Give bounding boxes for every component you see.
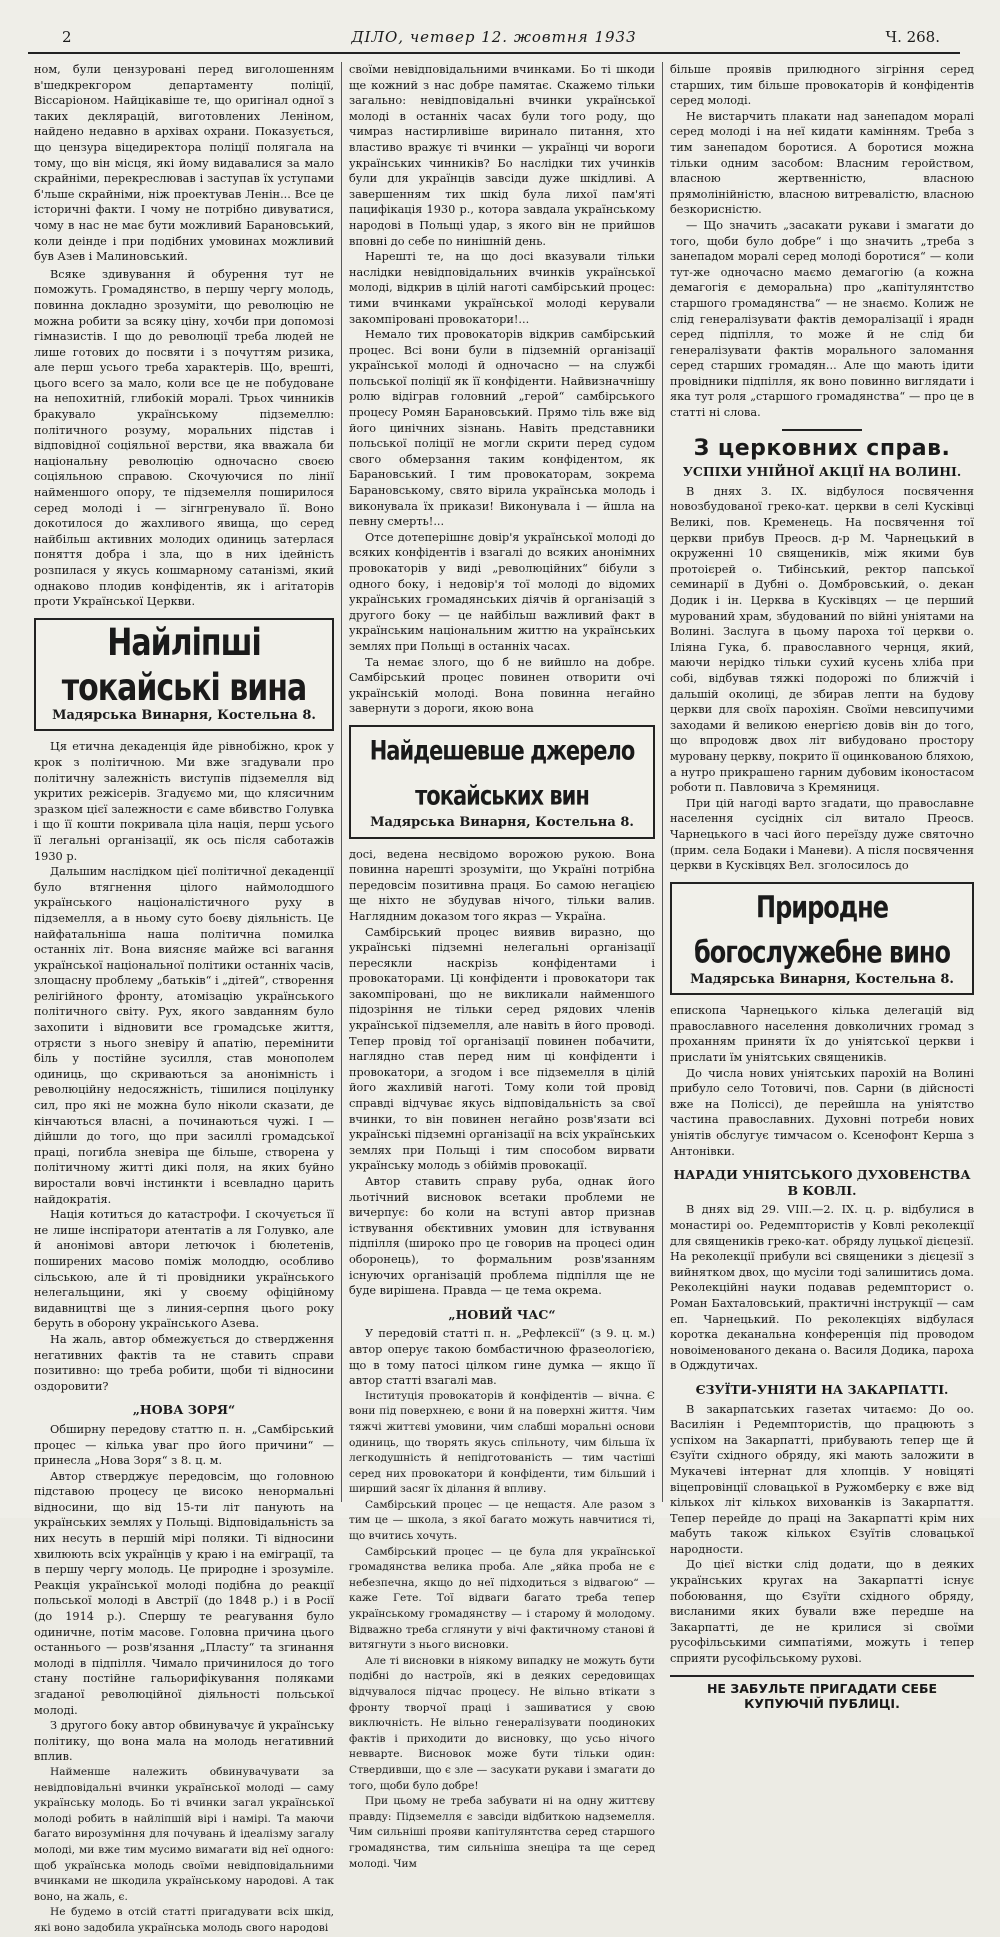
ad-cheapest-tokaj [349, 725, 655, 839]
paragraph: В закарпатських газетах читаємо: До оо. Василіян і Редемптористів, що працюють з успіхом на Закарпатті, прибувають тепер ще й Єзуїти східного обряду, які мають заложити в Мукачеві інтернат для хлопців. У новіцяті віцепровінції словацької в Ружомберку є вже від кількох літ кількох вихованків із Закарпаття. Тепер перейде до праці на Закарпатті крім них мабуть також кількох Єзуїтів словацької народности. [670, 1402, 974, 1556]
paragraph: Самбірський процес — це нещастя. Але разом з тим це — школа, з якої багато можуть навчитися ті, що вчитись хочуть. [349, 1498, 655, 1543]
paragraph: До числа нових уніятських парохій на Волині прибуло село Тотовичі, пов. Сарни (в дійсності вже на Поліссі), де перейшла на уніятство частина православних. Духовні потреби нових уніятів обслугує тимчасом о. Ксенофонт Керша з Антонівки. [670, 1066, 974, 1158]
paragraph: Отсе дотеперішнє довір'я української молоді до всяких конфідентів і взагалі до всяких анонімних провокаторів у виді „революційних“ бібули з одного боку, і недовір'я тої молоді до відомих українських громадянських діячів й організацій з другого боку — це найбільш важливий факт в українським національним життю на українських землях при Польщі в останніх часах. [349, 530, 655, 653]
paragraph: Не вистарчить плакати над занепадом моралі серед молоді і на неї кидати камінням. Треба з тим занепадом боротися. А боротися можна тільки одним засобом: Власним геройством, власною жертвенністю, власною прямолінійністю, власною витревалістю, власною безкорисністю. [670, 109, 974, 217]
page-header [28, 26, 960, 54]
issue-number: Ч. 268. [885, 28, 940, 46]
paragraph: ном, були цензуровані перед виголошенням в'шедкрекгором департаменту поліції, Віссаріоном. Найцікавіше те, що оригінал одної з таких деклярацій, виготовлених Леніном, найдено недавно в архівах охрани. Показується, що цензура віцедиректора поліції полягала на тому, що він місця, які йому видавалися за мало скрайніми, перекреслював і заступав їх уступами б'льше скрайніми, ніж проектував Ленін... Все це історичні факти. І чому не потрібно дивуватися, чому в нас не має бути можливий Барановський, коли деінде і при подібних умовинах можливий був Азев і Малиновський. [34, 63, 334, 264]
column-1 [34, 62, 334, 1934]
paragraph: Самбірський процес — це була для української громадянства велика проба. Але „яйка проба не є небезпечна, якщо до неї підходиться з відвагою“ — каже Гете. Тої відваги багато треба тепер українському громадянству — і старому й молодому. Відважно треба сглянути у вічі фактичному станові й витягнути з нього висновки. [349, 1545, 655, 1652]
paragraph: Автор стверджує передовсім, що головною підставою процесу це високо ненормальні відносини, що від 15-ти літ панують на українських землях у Польщі. Відповідальність за них несуть в першій мірі поляки. Ті відносини хвилюють всіх українців у краю і на еміграції, та в першу чергу молодь. Це природне і зрозуміле. Реакція української молоді подібна до реакції польської молоді в Австрії (до 1848 р.) і в Росії (до 1914 р.). Спершу те реагування було одиничне, потім масове. Головна причина цього останнього — розв'язання „Пласту“ та згинання молоді в підпілля. Чимало причинилося до того стану постійне гальорифікування поляками згаданої революційної діяльності польської молоді. [34, 1469, 334, 1717]
subsection-heading-kovel: НАРАДИ УНІЯТСЬКОГО ДУХОВЕНСТВА В КОВЛІ. [673, 1167, 971, 1198]
page-number: 2 [62, 28, 72, 46]
paragraph: При цій нагоді варто згадати, що православне населення сусідніх сіл витало Преосв. Чарнецького в часі його переїзду дуже святочно (прим. села Бодаки і Маневи). А після посвячення церкви в Кусківцях Вел. зголосилось до [670, 796, 974, 873]
paragraph: епископа Чарнецького кілька делегацій від православного населення довколичних громад з проханням приняти їх до уніятської церкви і прислати їм уніятських священиків. [670, 1004, 974, 1065]
ad-subtitle: Мадярська Винарня, Костельна 8. [690, 971, 954, 987]
ad-sacramental-wine [670, 882, 974, 996]
section-heading-nova-zorya: „НОВА ЗОРЯ“ [132, 1402, 236, 1418]
paragraph: Нація котиться до катастрофи. І скочується її не лише інспіратори атентатів а ля Голувко, але й анонімові автори летючок і бюлетенів, поширених масово поміж молоддю, особливо сільською, але й ті провідники українського нелегальщини, які у своєму офіційному видавництві ще з линия-серпня цього року беруть в оборону українського Азева. [34, 1208, 334, 1331]
footer-notice: НЕ ЗАБУЛЬТЕ ПРИГАДАТИ СЕБЕ КУПУЮЧІЙ ПУБЛИЦІ. [670, 1675, 974, 1712]
paragraph: — Що значить „засакати рукави і змагати до того, щоби було добре“ і що значить „треба з занепадом моралі серед молоді боротися“ — коли тут-же одночасно маємо демагогію (а кожна демагогія є деморальна) про „капітулянтство старшого громадянства“ — не знаємо. Колиж не слід генералізувати фактів деморалізації і ярадн серед підпілля, то може й не слід би генералізувати фактів морального заломання серед старших громадян... Але що мають ідити провідники підпілля, як воно повинно виглядати і яка тут роля „старшого громадянства“ — про це в статті ні слова. [670, 218, 974, 420]
paragraph: У передовій статті п. н. „Рефлексії“ (з 9. ц. м.) автор оперує такою бомбастичною фразеологією, що в тому патосі цілком гине думка — якщо її автор статті взагалі мав. [349, 1327, 655, 1388]
paragraph: Обширну передову статтю п. н. „Самбірський процес — кілька уваг про його причини“ — принесла „Нова Зоря“ з 8. ц. м. [34, 1422, 334, 1468]
column-rule [662, 62, 663, 1502]
section-heading-novyi-chas: „НОВИЙ ЧАС“ [448, 1306, 556, 1322]
paragraph: досі, ведена несвідомо ворожою рукою. Вона повинна нарешті зрозуміти, що Україні потрібна передовсім позитивна праця. Бо самою негацією ще ніхто не збудував нічого, тільки валив. Наглядним доказом того якраз — Україна. [349, 847, 655, 923]
paragraph: Всяке здивування й обурення тут не поможуть. Громадянство, в першу чергу молодь, повинна докладно зрозуміти, що революцію не можна робити за всяку ціну, хочби при допомозі гімназистів. І що до революції треба людей не лише готових до посвяти і з почуттям ризика, але перш усього треба характерів. Що, врешті, цього всего за мало, коли все це не побудоване на непохитній, глибокій моралі. Трьох чинників бракувало українському підземеллю: політичного розуму, моральних підстав і відповідної соціяльної верстви, яка вважала би національну революцію одночасно своєю соціяльною справою. Скочуючися по лінії найменшого опору, те підземелля поширилося серед молоді і — зігнгренувало її. Воно докотилося до жахливого явища, що серед найбільш активних молодих одиниць затерлася поняття добра і зла, що в них ідейність розпилася у якусь кошмарному сатанізмі, який однаково плодив конфідентів, як і агітаторів проти Української Церкви. [34, 267, 334, 609]
section-divider [782, 429, 862, 431]
column-2 [349, 62, 655, 1870]
paragraph: При цьому не треба забувати ні на одну життєву правду: Підземелля є завсіди відбиткою надземелля. Чим сильніші прояви капітулянтства серед старшого громадянства, тим сильніша знеціра та ще серед молоді. Чим [349, 1795, 655, 1870]
ad-title: Природне богослужебне вино [694, 889, 950, 970]
paragraph: Найменше належить обвинувачувати за невідповідальні вчинки української молоді — саму українську молодь. Бо ті вчинки загал української молоді робить в найліпшій вірі і намірі. Та маючи багато вирозуміння для почувань й ідеалізму загалу молоді, ми вже тим мусимо вимагати від неї одного: щоб українська молодь своїми невідповідальними вчинками не шкодила українському народові. А так воно, на жаль, є. [34, 1765, 334, 1903]
ad-subtitle: Мадярська Винарня, Костельна 8. [52, 707, 316, 723]
masthead-line: ДІЛО, четвер 12. жовтня 1933 [351, 28, 637, 46]
subsection-heading-volhynia: УСПІХИ УНІЙНОЇ АКЦІЇ НА ВОЛИНІ. [682, 464, 962, 480]
paragraph: Інституція провокаторів й конфідентів — вічна. Є вони під поверхнею, є вони й на поверхні життя. Чим тяжчі життєві умовини, чим слабші моральні основи одиниць, що творять якусь спільноту, чим більша їх легкодушність й непідготованість — тим частіші серед них провокатори й конфіденти, тим більший і ширший засяг їх ділання й впливу. [349, 1389, 655, 1496]
paragraph: В днях 3. IX. відбулося посвячення новозбудованої греко-кат. церкви в селі Кусківці Великі, пов. Кременець. На посвячення тої церкви прибув Преосв. д-р М. Чарнецький в окруженні 10 священиків, між якими був протоієрей о. Тибінський, ректор папської семинарії в Дубні о. Домбровський, о. декан Додик і ін. Церква в Кусківцях — це перший мурований храм, збудований по війні уніятами на Волині. Заслуга в цьому пароха тої церкви о. Іліяна Гука, б. православного чернця, який, маючи нерідко тільки сухий кусень хліба при собі, відбував тяжкі подорожі по ближчій і дальшій околиці, де збирав лепти на будову церкви для своїх парохіян. Своїми невсипучими заходами й великою енергією довів він до того, що впродовж двох літ вибудовано простору муровану церкву, покрито її оцинкованою бляхою, а нутро прикрашено гарним дубовим іконостасом роботи п. Павловича з Кремяниця. [670, 484, 974, 795]
paragraph: Немало тих провокаторів відкрив самбірський процес. Всі вони були в підземній організації української молоді й одночасно — на службі польської поліції як її конфіденти. Найвизначнішу ролю відіграв головний „герой“ самбірського процесу Ромян Барановський. Прямо тіль вже від його цинічних зізнань. Навіть представники польської поліції не могли скрити перед судом свого обмерзання таким конфідентом, як Барановський. І тим провокаторам, зокрема Барановському, свято вірила українська молодь і виконувала їх прикази! Виконувала і — йшла на певну смерть!... [349, 328, 655, 529]
paragraph: більше проявів прилюдного зігріння серед старших, тим більше провокаторів й конфідентів серед молоді. [670, 63, 974, 108]
paragraph: Нарешті те, на що досі вказували тільки наслідки невідповідальних вчинків української молоді, відкрив в цілій наготі самбірський процес: тими вчинками української молоді керували закомпіровані провокатори!... [349, 250, 655, 326]
ad-title: Найдешевше джерело токайських вин [369, 735, 635, 811]
paragraph: На жаль, автор обмежується до ствердження негативних фактів та не ставить справи позитивно: що треба робити, щоби ті відносини оздоровити? [34, 1332, 334, 1393]
ad-tokaj-wines [34, 618, 334, 732]
paragraph: Самбірський процес виявив виразно, що українські підземні нелегальні організації пересякли наскрізь конфідентами і провокаторами. Ці конфіденти і провокатори так закомпіровані, що не викликали найменшого підозріння не тільки серед рядових членів української підземелля, але навіть в його проводі. Тепер провід тої організації повинен побачити, наглядно став перед ним ці конфіденти і провокатори, а згодом і все підземелля в цілій його жахливій наготі. Тому коли той провід справді відчуває якусь відповідальність за свої вчинки, то він повинен негайно розв'язати всі українські підземні організації на всіх українських землях при Польщі і тим способом вирвати українську молодь з обіймів провокації. [349, 925, 655, 1173]
ad-title: Найліпші токайські вина [61, 620, 307, 710]
column-rule [341, 62, 342, 1502]
paragraph: Але ті висновки в ніякому випадку не можуть бути подібні до настроїв, які в деяких середовищах відчувалося підчас процесу. Не вільно втікати з фронту творчої праці і зашиватися у свою виключність. Не вільно генералізувати поодиноких фактів і приходити до висновку, що усьо нічого невварте. Висновок може бути тільки один: Ствердивши, що є зле — засукати рукави і змагати до того, щоби було добре! [349, 1654, 655, 1792]
paragraph: З другого боку автор обвинувачує й українську політику, що вона мала на молодь негативний вплив. [34, 1719, 334, 1764]
ad-subtitle: Мадярська Винарня, Костельна 8. [370, 814, 634, 830]
column-3 [670, 62, 974, 1712]
paragraph: Дальшим наслідком цієї політичної декаденції було втягнення цілого наймолодшого українського націоналістичного руху в підземелля, а в ньому суто боєву діяльність. Це найфатальніша наша політична помилка останніх літ. Вона виясняє майже всі вагання української національної політики останніх часів, злощасну проблему „батьків“ і „дітей“, створення релігійного фронту, атомізацію українського політичного світу. Рух, якого завданням було захопити і відновити все громадське життя, отрясти з нього зневіру й апатію, перемінити біль у постійне зусилля, став монополем одиниць, що скриваються за анонімність і революційну недосяжність, тішилися поцілунку сил, про які не можна було ніколи сказати, де кінчаються власні, а починаються чужі. І — дійшли до того, що при засиллі громадської праці, погибла зневіра ще більше, створена у політичному житті дикі поля, на яких буйно виростали вовчі інстинкти і всевладно царить найдократія. [34, 865, 334, 1206]
paragraph: своїми невідповідальними вчинками. Бо ті шкоди ще кожний з нас добре памятає. Скажемо тільки загально: невідповідальні вчинки української молоді в останніх часах були того роду, що чимраз настирливіше вириналo питання, хто властиво вражує ті вчинки — українці чи вороги українських чинників? Бо наслідки тих учинків були для українців завсіди дуже шкідливі. А завершенням тих шкід була лихої пам'яті пацифікація 1930 р., котора завдала українському народові в Польщі удар, з якого він не прийшов вповні до себе по нинішній день. [349, 63, 655, 248]
paragraph: Та немає злого, що б не вийшло на добре. Самбірський процес повинен отворити очі українській молоді. Вона повинна негайно завернути з дороги, якою вона [349, 655, 655, 716]
paragraph: В днях від 29. VIII.—2. IX. ц. р. відбулися в монастирі оо. Редемптористів у Ковлі реколекції для священиків греко-кат. обряду луцької дієцезії. На реколекції прибули всі священики з дієцезії з вийнятком двох, що мусіли тоді залишитись дома. Реколекційні науки подавав редемпторист о. Роман Бахталовський, практичні інструкції — сам еп. Чарнецький. По реколекціях відбулася коротка деканальна конференція під проводом новоіменованого декана о. Василя Додика, пароха в Одждутичах. [670, 1203, 974, 1373]
paragraph: Не будемо в отсій статті пригадувати всіх шкід, які воно задобила українська молодь свого народові [34, 1906, 334, 1934]
subsection-heading-jesuits: ЄЗУЇТИ-УНІЯТИ НА ЗАКАРПАТТІ. [695, 1381, 949, 1397]
paragraph: До цієї вістки слід додати, що в деяких українських кругах на Закарпатті існує побоювання, що Єзуїти східного обряду, висланими яких бували вже передше на Закарпатті, де не крилися зі своїми русофільськими симпатіями, можуть і тепер сприяти русофільському рухові. [670, 1558, 974, 1666]
paragraph: Автор ставить справу руба, однак його льотічний висновок всетаки проблеми не вичерпує: бо коли на вступі автор признав іствування обєктивних умовин для іствування підпілля (широко про це говорив на процесі один оборонець), то формальним розв'язанням існуючих організацій проблема підпілля ще не буде вирішена. Правда — це тема окрема. [349, 1175, 655, 1298]
paragraph: Ця етична декаденція йде рівнобіжно, крок у крок з політичною. Ми вже згадували про політичну залежність виступів підземелля від укритих режісерів. Згадуємо ми, що клясичним зразком цієї залежности є саме вбивство Голувка і що її кошти покривала ціла нація, перш усього її легальні організації, як ось після саботажів 1930 р. [34, 740, 334, 863]
section-title-church-affairs: З церковних справ. [693, 435, 951, 461]
